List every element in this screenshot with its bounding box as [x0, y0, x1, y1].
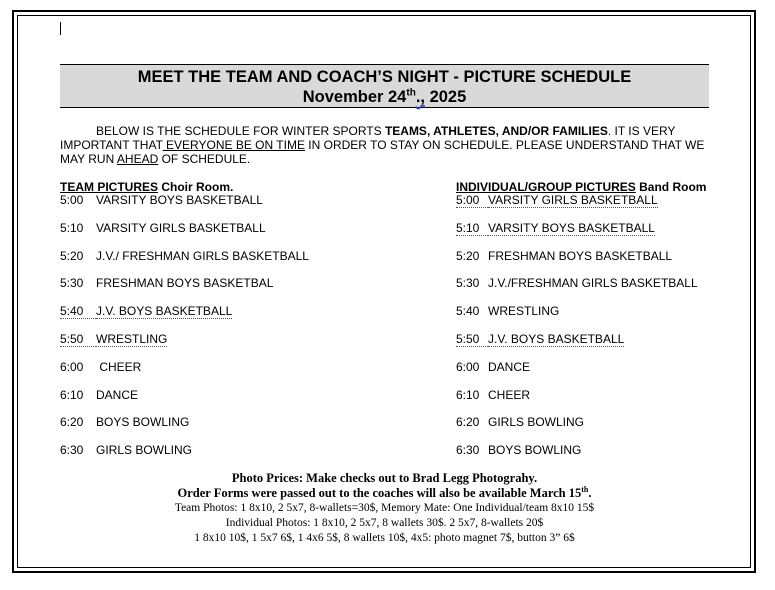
text-cursor	[60, 22, 61, 35]
individual-heading-label: INDIVIDUAL/GROUP PICTURES	[456, 180, 636, 194]
schedule-group: J.V. BOYS BASKETBALL	[96, 304, 233, 319]
individual-pictures-heading	[456, 180, 706, 194]
schedule-group: FRESHMAN BOYS BASKETBALL	[488, 248, 673, 263]
schedule-group: J.V./FRESHMAN GIRLS BASKETBALL	[488, 276, 698, 291]
schedule-group: CHEER	[96, 359, 142, 374]
prices-line-2-suffix: th	[581, 484, 589, 494]
title-date: November 24	[302, 88, 407, 106]
schedule-group: FRESHMAN BOYS BASKETBAL	[96, 276, 274, 291]
team-row	[60, 332, 167, 347]
team-row	[60, 193, 263, 207]
team-row	[60, 221, 266, 235]
schedule-group: GIRLS BOWLING	[488, 415, 585, 430]
schedule-time: 5:00	[456, 193, 488, 208]
schedule-time: 5:00	[60, 193, 84, 207]
intro-text-2: . IT IS VERY IMPORTANT THAT	[60, 124, 676, 152]
schedule-group: DANCE	[488, 359, 531, 374]
schedule-time: 5:30	[60, 276, 84, 291]
individual-row	[456, 388, 530, 402]
title-line-2	[60, 87, 709, 107]
schedule-group: VARSITY BOYS BASKETBALL	[96, 193, 263, 207]
schedule-time: 6:10	[456, 387, 480, 402]
schedule-time: 5:50	[60, 332, 96, 347]
schedule-group: DANCE	[96, 387, 139, 402]
intro-text-1: BELOW IS THE SCHEDULE FOR WINTER SPORTS	[96, 124, 385, 138]
team-row	[60, 443, 192, 457]
title-date-punct: .,	[415, 88, 425, 106]
intro-paragraph	[60, 124, 710, 166]
individual-row	[456, 249, 672, 263]
schedule-time: 5:30	[456, 276, 480, 291]
schedule-time: 5:10	[456, 221, 488, 236]
schedule-group: CHEER	[488, 387, 531, 402]
schedule-group: WRESTLING	[96, 332, 168, 346]
intro-underline-ahead: AHEAD	[116, 152, 159, 166]
prices-line-1-text: Photo Prices: Make checks out to Brad Legg Photograhy.	[231, 471, 538, 485]
prices-line-2	[60, 486, 709, 501]
schedule-time: 5:10	[60, 220, 84, 235]
prices-line-3: Team Photos: 1 8x10, 2 5x7, 8-wallets=30$, Memory Mate: One Individual/team 8x10 15$	[174, 502, 595, 514]
team-row	[60, 276, 273, 290]
schedule-time: 5:20	[60, 248, 84, 263]
individual-row	[456, 304, 559, 318]
schedule-time: 6:30	[60, 443, 84, 458]
schedule-group: WRESTLING	[488, 304, 560, 319]
prices-line-2-text: Order Forms were passed out to the coaches will also be available March 15	[177, 486, 582, 500]
prices-line-5: 1 8x10 10$, 1 5x7 6$, 1 4x6 5$, 8 wallets 10$, 4x5: photo magnet 7$, button 3” 6$	[194, 532, 575, 544]
team-row	[60, 304, 232, 319]
team-heading-room: Choir Room.	[158, 180, 234, 194]
schedule-group: VARSITY GIRLS BASKETBALL	[96, 220, 266, 235]
individual-row	[456, 332, 624, 347]
schedule-group: J.V. BOYS BASKETBALL	[488, 332, 625, 346]
individual-row	[456, 443, 581, 457]
team-heading-label: TEAM PICTURES	[60, 180, 159, 194]
intro-bold: TEAMS, ATHLETES, AND/OR FAMILIES	[384, 124, 608, 138]
title-year: 2025	[424, 88, 467, 106]
prices-line-2-end: .	[588, 486, 592, 500]
title-date-suffix: th	[406, 87, 416, 99]
schedule-time: 6:00	[60, 359, 84, 374]
schedule-group: VARSITY BOYS BASKETBALL	[488, 220, 655, 235]
team-row	[60, 415, 189, 429]
intro-text-3: IN ORDER TO STAY ON SCHEDULE. PLEASE UNDERSTAND THAT WE MAY RUN	[60, 138, 705, 166]
team-pictures-heading	[60, 180, 233, 194]
schedule-group: VARSITY GIRLS BASKETBALL	[488, 193, 658, 207]
schedule-time: 5:20	[456, 248, 480, 263]
schedule-time: 5:50	[456, 332, 488, 347]
individual-row	[456, 415, 584, 429]
intro-text-4: OF SCHEDULE.	[158, 152, 251, 166]
photo-prices	[60, 471, 709, 546]
individual-row	[456, 276, 698, 290]
team-row	[60, 360, 141, 374]
schedule-time: 6:20	[60, 415, 84, 430]
schedule-title	[60, 64, 709, 108]
schedule-time: 5:40	[456, 304, 480, 319]
individual-row	[456, 360, 530, 374]
schedule-time: 6:30	[456, 443, 480, 458]
schedule-time: 6:20	[456, 415, 480, 430]
prices-line-4: Individual Photos: 1 8x10, 2 5x7, 8 wallets 30$. 2 5x7, 8-wallets 20$	[225, 517, 544, 529]
schedule-time: 6:10	[60, 387, 84, 402]
team-row	[60, 249, 309, 263]
schedule-group: GIRLS BOWLING	[96, 443, 193, 458]
schedule-group: J.V./ FRESHMAN GIRLS BASKETBALL	[96, 248, 309, 263]
title-line-1: MEET THE TEAM AND COACH’S NIGHT - PICTURE SCHEDULE	[137, 68, 632, 86]
team-row	[60, 388, 138, 402]
individual-heading-room: Band Room	[635, 180, 707, 194]
intro-underline-on-time: EVERYONE BE ON TIME	[162, 138, 305, 152]
individual-row	[456, 193, 658, 208]
schedule-time: 6:00	[456, 359, 480, 374]
individual-row	[456, 221, 655, 236]
schedule-group: BOYS BOWLING	[96, 415, 190, 430]
schedule-group: BOYS BOWLING	[488, 443, 582, 458]
prices-line-1	[60, 471, 709, 486]
schedule-time: 5:40	[60, 304, 96, 319]
